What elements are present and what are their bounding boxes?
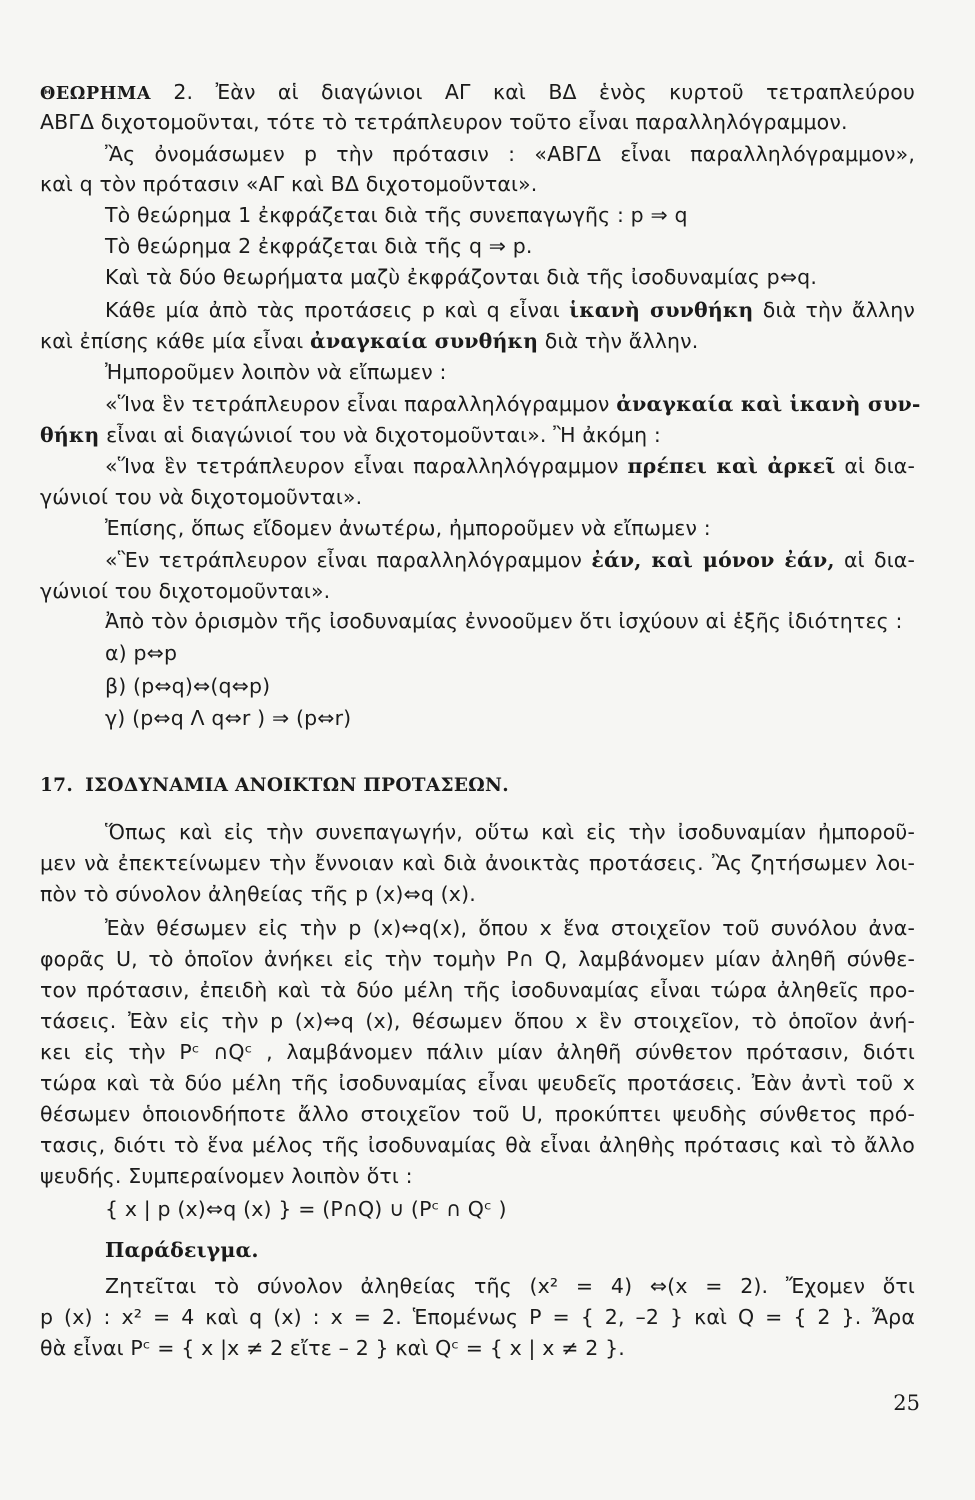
page-number: 25 — [893, 1391, 920, 1415]
s2-line-4: τάσεις. Ἐὰν εἰς τὴν p (x)⇔q (x), θέσωμεν ὅπου x ἓν στοιχεῖον, τὸ ὁποῖον ἀνή- — [40, 1009, 915, 1033]
p6-line: Ἠμποροῦμεν λοιπὸν νὰ εἴπωμεν : — [105, 360, 447, 384]
sufficient-condition-term: ἱκανὴ συνθήκη — [569, 298, 754, 322]
theorem-line-2: ΑΒΓΔ διχοτομοῦνται, τότε τὸ τετράπλευρον τοῦτο εἶναι παραλληλόγραμμον. — [40, 110, 848, 134]
p4-line: Καὶ τὰ δύο θεωρήματα μαζὺ ἐκφράζονται διὰ τῆς ἰσοδυναμίας p⇔q. — [105, 265, 818, 289]
example-line-1: Ζητεῖται τὸ σύνολον ἀληθείας τῆς (x² = 4) ⇔(x = 2). Ἔχομεν ὅτι — [105, 1274, 915, 1298]
p5-line-1: Κάθε μία ἀπὸ τὰς προτάσεις p καὶ q εἶναι ἱκανὴ συνθήκη διὰ τὴν ἄλλην — [105, 298, 915, 322]
theorem-label: ΘΕΩΡΗΜΑ — [40, 84, 152, 104]
example-line-2: p (x) : x² = 4 καὶ q (x) : x = 2. Ἑπομένως P = { 2, –2 } καὶ Q = { 2 }. Ἄρα — [40, 1305, 915, 1329]
p3-line: Τὸ θεώρημα 2 ἐκφράζεται διὰ τῆς q ⇒ p. — [105, 234, 533, 258]
p10-line-1: «Ἓν τετράπλευρον εἶναι παραλληλόγραμμον ἐάν, καὶ μόνον ἐάν, αἱ δια- — [105, 548, 916, 572]
p5-line-2: καὶ ἐπίσης κάθε μία εἶναι ἀναγκαία συνθήκη διὰ τὴν ἄλλην. — [40, 329, 699, 353]
s2-line-7: θέσωμεν ὁποιονδήποτε ἄλλο στοιχεῖον τοῦ U, προκύπτει ψευδὴς σύνθετος πρό- — [40, 1102, 915, 1126]
set-formula: { x | p (x)⇔q (x) } = (P∩Q) ∪ (Pᶜ ∩ Qᶜ ) — [105, 1197, 507, 1221]
s2-line-2: φορᾶς U, τὸ ὁποῖον ἀνήκει εἰς τὴν τομὴν P∩ Q, λαμβάνομεν μίαν ἀληθῆ σύνθε- — [40, 947, 915, 971]
s1-line-1: Ὅπως καὶ εἰς τὴν συνεπαγωγήν, οὕτω καὶ εἰς τὴν ἰσοδυναμίαν ἠμποροῦ- — [105, 820, 915, 844]
p8-line-2: γώνιοί του νὰ διχοτομοῦνται». — [40, 485, 363, 509]
theorem-line-1: ΘΕΩΡΗΜΑ 2. Ἐὰν αἱ διαγώνιοι ΑΓ καὶ ΒΔ ἑνὸς κυρτοῦ τετραπλεύρου — [40, 80, 915, 104]
property-b: β) (p⇔q)⇔(q⇔p) — [105, 674, 271, 698]
p1-line-2: καὶ q τὸν πρότασιν «ΑΓ καὶ ΒΔ διχοτομοῦνται». — [40, 172, 538, 196]
p2-line: Τὸ θεώρημα 1 ἐκφράζεται διὰ τῆς συνεπαγωγῆς : p ⇒ q — [105, 203, 688, 227]
p1-line-1: Ἂς ὀνομάσωμεν p τὴν πρότασιν : «ΑΒΓΔ εἶναι παραλληλόγραμμον», — [105, 142, 915, 166]
section-number: 17. — [40, 775, 74, 796]
property-a: α) p⇔p — [105, 641, 178, 665]
section-title: ΙΣΟΔΥΝΑΜΙΑ ΑΝΟΙΚΤΩΝ ΠΡΟΤΑΣΕΩΝ. — [85, 775, 510, 796]
s2-line-5: κει εἰς τὴν Pᶜ ∩Qᶜ , λαμβάνομεν πάλιν μίαν ἀληθῆ σύνθετον πρότασιν, διότι — [40, 1040, 915, 1064]
p10-line-2: γώνιοί του διχοτομοῦνται». — [40, 579, 331, 603]
s2-line-8: τασις, διότι τὸ ἕνα μέλος τῆς ἰσοδυναμίας θὰ εἶναι ἀληθὴς πρότασις καὶ τὸ ἄλλο — [40, 1133, 915, 1157]
necessary-condition-term: ἀναγκαία συνθήκη — [310, 329, 539, 353]
must-and-suffices-term: πρέπει καὶ ἀρκεῖ — [627, 454, 836, 478]
necessary-sufficient-term: ἀναγκαία καὶ ἱκανὴ συν- — [616, 392, 921, 416]
s2-line-9: ψευδής. Συμπεραίνομεν λοιπὸν ὅτι : — [40, 1164, 413, 1188]
property-c: γ) (p⇔q Λ q⇔r ) ⇒ (p⇔r) — [105, 706, 352, 730]
p11-line: Ἀπὸ τὸν ὁρισμὸν τῆς ἰσοδυναμίας ἐννοοῦμεν ὅτι ἰσχύουν αἱ ἑξῆς ἰδιότητες : — [105, 609, 903, 633]
p7-line-2: θήκη εἶναι αἱ διαγώνιοί του νὰ διχοτομοῦνται». Ἢ ἀκόμη : — [40, 423, 661, 447]
p9-line: Ἐπίσης, ὅπως εἴδομεν ἀνωτέρω, ἠμποροῦμεν νὰ εἴπωμεν : — [105, 516, 711, 540]
section-heading — [40, 770, 915, 800]
p7-line-1: «Ἵνα ἓν τετράπλευρον εἶναι παραλληλόγραμμον ἀναγκαία καὶ ἱκανὴ συν- — [105, 392, 921, 416]
s1-line-3: πὸν τὸ σύνολον ἀληθείας τῆς p (x)⇔q (x). — [40, 882, 476, 906]
if-and-only-if-term: ἐάν, καὶ μόνον ἐάν, — [591, 548, 835, 572]
s2-line-1: Ἐὰν θέσωμεν εἰς τὴν p (x)⇔q(x), ὅπου x ἕνα στοιχεῖον τοῦ συνόλου ἀνα- — [105, 916, 915, 940]
p8-line-1: «Ἵνα ἓν τετράπλευρον εἶναι παραλληλόγραμμον πρέπει καὶ ἀρκεῖ αἱ δια- — [105, 454, 915, 478]
example-title: Παράδειγμα. — [105, 1238, 259, 1262]
s2-line-6: τώρα καὶ τὰ δύο μέλη τῆς ἰσοδυναμίας εἶναι ψευδεῖς προτάσεις. Ἐὰν ἀντὶ τοῦ x — [40, 1071, 915, 1095]
s2-line-3: τον πρότασιν, ἐπειδὴ καὶ τὰ δύο μέλη τῆς ἰσοδυναμίας εἶναι τώρα ἀληθεῖς προ- — [40, 978, 915, 1002]
s1-line-2: μεν νὰ ἐπεκτείνωμεν τὴν ἔννοιαν καὶ διὰ ἀνοικτὰς προτάσεις. Ἂς ζητήσωμεν λοι- — [40, 851, 915, 875]
example-line-3: θὰ εἶναι Pᶜ = { x |x ≠ 2 εἴτε – 2 } καὶ Qᶜ = { x | x ≠ 2 }. — [40, 1336, 625, 1360]
